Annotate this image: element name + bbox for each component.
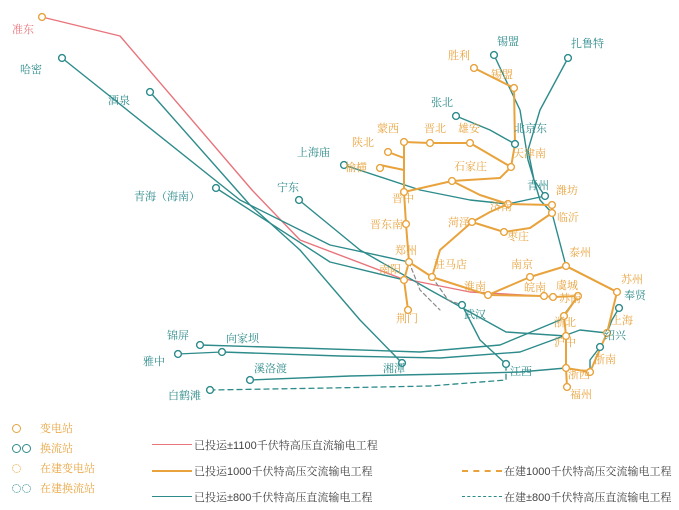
node-shengli[interactable] — [471, 65, 478, 72]
legend-line-label: 在建1000千伏特高压交流输电工程 — [504, 466, 672, 478]
line-1000kv-jindongnan-jingmen — [404, 224, 409, 310]
line-1000kv-zaozhuang-heze — [472, 222, 504, 232]
label-huainan: 淮南 — [464, 281, 486, 293]
label-zhebei: 浙北 — [554, 317, 576, 329]
node-nanjing[interactable] — [527, 274, 534, 281]
label-yucheng: 虞城 — [556, 280, 578, 292]
label-zhexi: 浙西 — [568, 369, 590, 381]
node-xiangjiaba[interactable] — [219, 349, 226, 356]
line-sample-icon — [150, 438, 194, 452]
node-ningdong[interactable] — [296, 197, 303, 204]
legend-line-label: 已投运±1100千伏特高压直流输电工程 — [194, 440, 378, 452]
node-qingzhou[interactable] — [542, 193, 549, 200]
line-sample-icon — [150, 464, 194, 478]
node-qinghai[interactable] — [213, 185, 220, 192]
label-zhangbei: 张北 — [431, 97, 453, 109]
label-fuzhou: 福州 — [570, 389, 592, 401]
label-hami: 哈密 — [20, 64, 42, 76]
label-xiangtan: 湘潭 — [383, 363, 405, 375]
node-jiuquan[interactable] — [147, 89, 154, 96]
node-shijiazhuang[interactable] — [449, 178, 456, 185]
legend-line-label: 已投运±800千伏特高压直流输电工程 — [194, 492, 373, 504]
label-wuhan: 武汉 — [464, 309, 486, 321]
label-tianjinnan: 天津南 — [513, 148, 546, 160]
label-yuheng: 榆横 — [345, 162, 367, 174]
label-jinbei: 晋北 — [424, 123, 446, 135]
legend-symbol-substation-building — [12, 458, 95, 478]
node-jinping[interactable] — [197, 342, 204, 349]
label-xiangjiaba: 向家坝 — [226, 333, 259, 345]
label-jindongnan: 晋东南 — [370, 219, 403, 231]
label-zhundong: 准东 — [12, 24, 34, 36]
node-yuheng[interactable] — [377, 165, 384, 172]
node-tianjinnan[interactable] — [508, 164, 515, 171]
node-yucheng[interactable] — [550, 294, 557, 301]
node-jiangxi[interactable] — [503, 361, 510, 368]
line-1000kv-huainan-suzhou — [488, 266, 617, 295]
legend-symbol-label: 换流站 — [40, 443, 73, 455]
label-weifang: 潍坊 — [556, 185, 578, 197]
node-linyi[interactable] — [549, 210, 556, 217]
label-wannan: 皖南 — [524, 282, 546, 294]
label-zhenan: 浙南 — [594, 354, 616, 366]
label-shanghaimiao: 上海庙 — [297, 147, 330, 159]
line-sample-icon — [460, 464, 504, 478]
legend-line-label: 已投运1000千伏特高压交流输电工程 — [194, 466, 373, 478]
legend-symbol-substation — [12, 418, 95, 438]
node-ximeng-dc[interactable] — [491, 52, 498, 59]
legend-line-1100kv — [150, 432, 670, 458]
legend-symbol-label: 在建换流站 — [40, 483, 95, 495]
node-zhumadian[interactable] — [429, 274, 436, 281]
label-zhengzhou: 郑州 — [395, 245, 417, 257]
label-fengxian: 奉贤 — [624, 290, 646, 302]
label-yazhong: 雅中 — [143, 356, 165, 368]
node-wuhan[interactable] — [459, 302, 466, 309]
line-1000kv-linyi-zaozhuang — [504, 213, 552, 232]
legend-symbol-label: 在建变电站 — [40, 463, 95, 475]
node-shaoxing[interactable] — [597, 344, 604, 351]
label-sunan: 苏南 — [559, 293, 581, 305]
node-taizhou[interactable] — [563, 263, 570, 270]
node-xiongan[interactable] — [467, 140, 474, 147]
node-zhangbei[interactable] — [453, 113, 460, 120]
label-jinzhong: 晋中 — [392, 193, 414, 205]
legend — [0, 410, 679, 506]
label-suzhou: 苏州 — [621, 274, 643, 286]
label-heze: 菏泽 — [448, 217, 470, 229]
label-ximeng-dc: 锡盟 — [497, 36, 519, 48]
legend-symbol-converter — [12, 438, 95, 458]
label-zhumadian: 驻马店 — [434, 259, 467, 271]
node-zhengzhou[interactable] — [406, 259, 413, 266]
legend-line-1000kv-ac-building — [460, 458, 679, 484]
label-mengxi: 蒙西 — [377, 123, 399, 135]
line-1000kv-beijingdong-ximeng — [514, 88, 515, 144]
label-shaoxing: 绍兴 — [604, 330, 626, 342]
line-sample-icon — [460, 490, 504, 504]
label-shijiazhuang: 石家庄 — [454, 161, 487, 173]
node-zhundong[interactable] — [39, 14, 46, 21]
line-800kv-yazhong — [178, 352, 222, 354]
label-zaozhuang: 枣庄 — [507, 231, 529, 243]
legend-symbol-label: 变电站 — [40, 423, 73, 435]
node-baihetan[interactable] — [207, 387, 214, 394]
label-nanyang: 南阳 — [379, 264, 401, 276]
label-baihetan: 白鹤滩 — [168, 390, 201, 402]
node-beijingdong[interactable] — [512, 141, 519, 148]
label-jiuquan: 酒泉 — [108, 95, 130, 107]
substation-icon — [12, 424, 40, 433]
substation-building-icon — [12, 464, 40, 473]
node-nanyang[interactable] — [401, 277, 408, 284]
label-beijingdong: 北京东 — [514, 123, 547, 135]
node-jinbei[interactable] — [427, 140, 434, 147]
label-shanbei: 陕北 — [352, 137, 374, 149]
node-weifang[interactable] — [549, 202, 556, 209]
converter-station-icon — [12, 444, 40, 453]
label-qinghai: 青海（海南） — [134, 191, 200, 203]
label-xiongan: 雄安 — [458, 123, 480, 135]
legend-symbol-converter-building — [12, 478, 95, 498]
label-taizhou: 泰州 — [569, 247, 591, 259]
label-ningdong: 宁东 — [277, 182, 299, 194]
label-jinping: 锦屏 — [167, 330, 189, 342]
label-ximeng-ac: 锡盟 — [491, 69, 513, 81]
line-1000kv-jinan-weifang — [508, 204, 552, 205]
node-zhalute[interactable] — [565, 55, 572, 62]
label-xiluodu: 溪洛渡 — [254, 363, 287, 375]
node-markers — [39, 14, 623, 394]
label-qingzhou: 青州 — [527, 180, 549, 192]
node-fengxian[interactable] — [616, 305, 623, 312]
label-jingmen: 荆门 — [396, 313, 418, 325]
label-zhalute: 扎鲁特 — [571, 38, 604, 50]
line-800kv-hami-zhengzhou — [62, 58, 409, 262]
converter-building-icon — [12, 484, 40, 493]
legend-lines-right — [460, 458, 679, 510]
line-sample-icon — [150, 490, 194, 504]
label-huzhong: 沪中 — [554, 337, 576, 349]
label-jinan: 济南 — [490, 201, 512, 213]
label-nanjing: 南京 — [511, 259, 533, 271]
node-shanbei[interactable] — [385, 149, 392, 156]
legend-symbols — [12, 418, 95, 498]
label-shanghai: 上海 — [611, 315, 633, 327]
legend-line-label: 在建±800千伏特高压直流输电工程 — [504, 492, 672, 504]
node-ximeng-ac[interactable] — [511, 85, 518, 92]
node-mengxi[interactable] — [401, 139, 408, 146]
label-linyi: 临沂 — [557, 212, 579, 224]
label-jiangxi: 江西 — [510, 366, 532, 378]
legend-line-800kv-dc-building — [460, 484, 679, 510]
label-shengli: 胜利 — [448, 50, 470, 62]
line-800kv-shanghaimiao-shandong — [344, 165, 545, 204]
node-xiluodu[interactable] — [247, 377, 254, 384]
node-suzhou[interactable] — [614, 289, 621, 296]
node-jindongnan[interactable] — [403, 221, 410, 228]
node-hami[interactable] — [59, 55, 66, 62]
node-yazhong[interactable] — [175, 351, 182, 358]
